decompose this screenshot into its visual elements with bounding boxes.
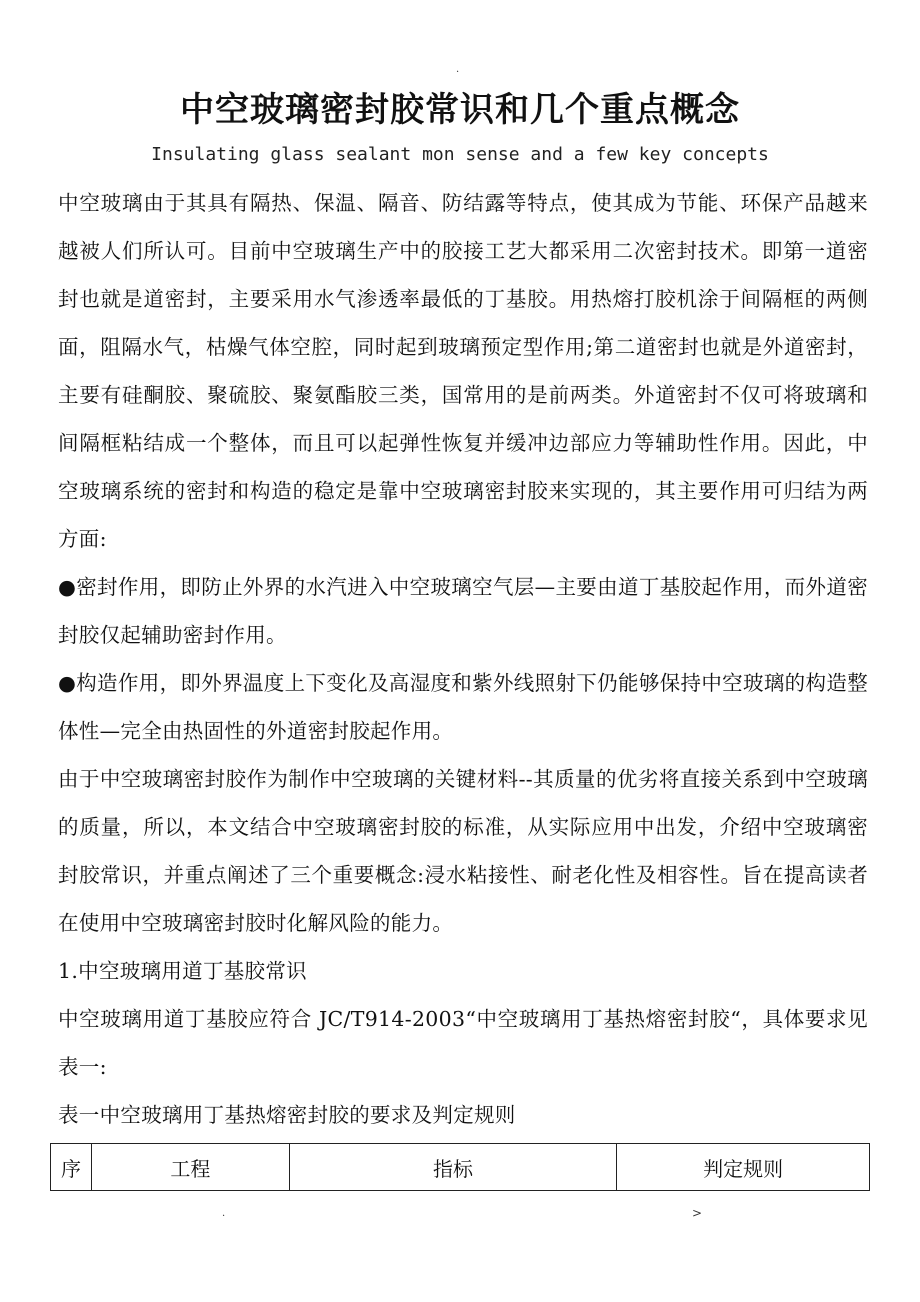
paragraph-standard: 中空玻璃用道丁基胶应符合 JC/T914-2003“中空玻璃用丁基热熔密封胶“，具体要求见表一: <box>58 1007 868 1079</box>
paragraph-intro: 中空玻璃由于其具有隔热、保温、隔音、防结露等特点，使其成为节能、环保产品越来越被人们所认可。目前中空玻璃生产中的胶接工艺大都采用二次密封技术。即第一道密封也就是道密封，主要采用水气渗透率最低的丁基胶。用热熔打胶机涂于间隔框的两侧面，阻隔水气，枯燥气体空腔，同时起到玻璃预定型作用;第二道密封也就是外道密封，主要有硅酮胶、聚硫胶、聚氨酯胶三类，国常用的是前两类。外道密封不仅可将玻璃和间隔框粘结成一个整体，而且可以起弹性恢复并缓冲边部应力等辅助性作用。因此，中空玻璃系统的密封和构造的稳定是靠中空玻璃密封胶来实现的，其主要作用可归结为两方面: <box>58 191 868 551</box>
col-header-rule: 判定规则 <box>617 1144 870 1191</box>
paragraph-purpose: 由于中空玻璃密封胶作为制作中空玻璃的关键材料--其质量的优劣将直接关系到中空玻璃的质量，所以，本文结合中空玻璃密封胶的标准，从实际应用中出发，介绍中空玻璃密封胶常识，并重点阐述了三个重要概念:浸水粘接性、耐老化性及相容性。旨在提高读者在使用中空玻璃密封胶时化解风险的能力。 <box>58 767 868 935</box>
footer-arrow: > <box>692 1206 703 1220</box>
section-heading-1: 1.中空玻璃用道丁基胶常识 <box>58 959 307 983</box>
table-caption: 表一中空玻璃用丁基热熔密封胶的要求及判定规则 <box>58 1103 516 1127</box>
document-title: 中空玻璃密封胶常识和几个重点概念 <box>180 90 740 130</box>
paragraph-bullet-structure: ●构造作用，即外界温度上下变化及高湿度和紫外线照射下仍能够保持中空玻璃的构造整体性—完全由热固性的外道密封胶起作用。 <box>58 671 868 743</box>
footer-dot: . <box>222 1208 226 1219</box>
paragraph-bullet-sealing: ●密封作用，即防止外界的水汽进入中空玻璃空气层—主要由道丁基胶起作用，而外道密封胶仅起辅助密封作用。 <box>58 575 868 647</box>
table-header-row <box>51 1144 870 1191</box>
col-header-indicator: 指标 <box>289 1144 617 1191</box>
col-header-index: 序 <box>51 1144 92 1191</box>
requirements-table <box>50 1143 870 1191</box>
document-subtitle: Insulating glass sealant mon sense and a few key concepts <box>151 144 769 165</box>
header-dot: . <box>456 64 460 75</box>
col-header-item: 工程 <box>91 1144 289 1191</box>
document-body <box>58 179 868 1139</box>
